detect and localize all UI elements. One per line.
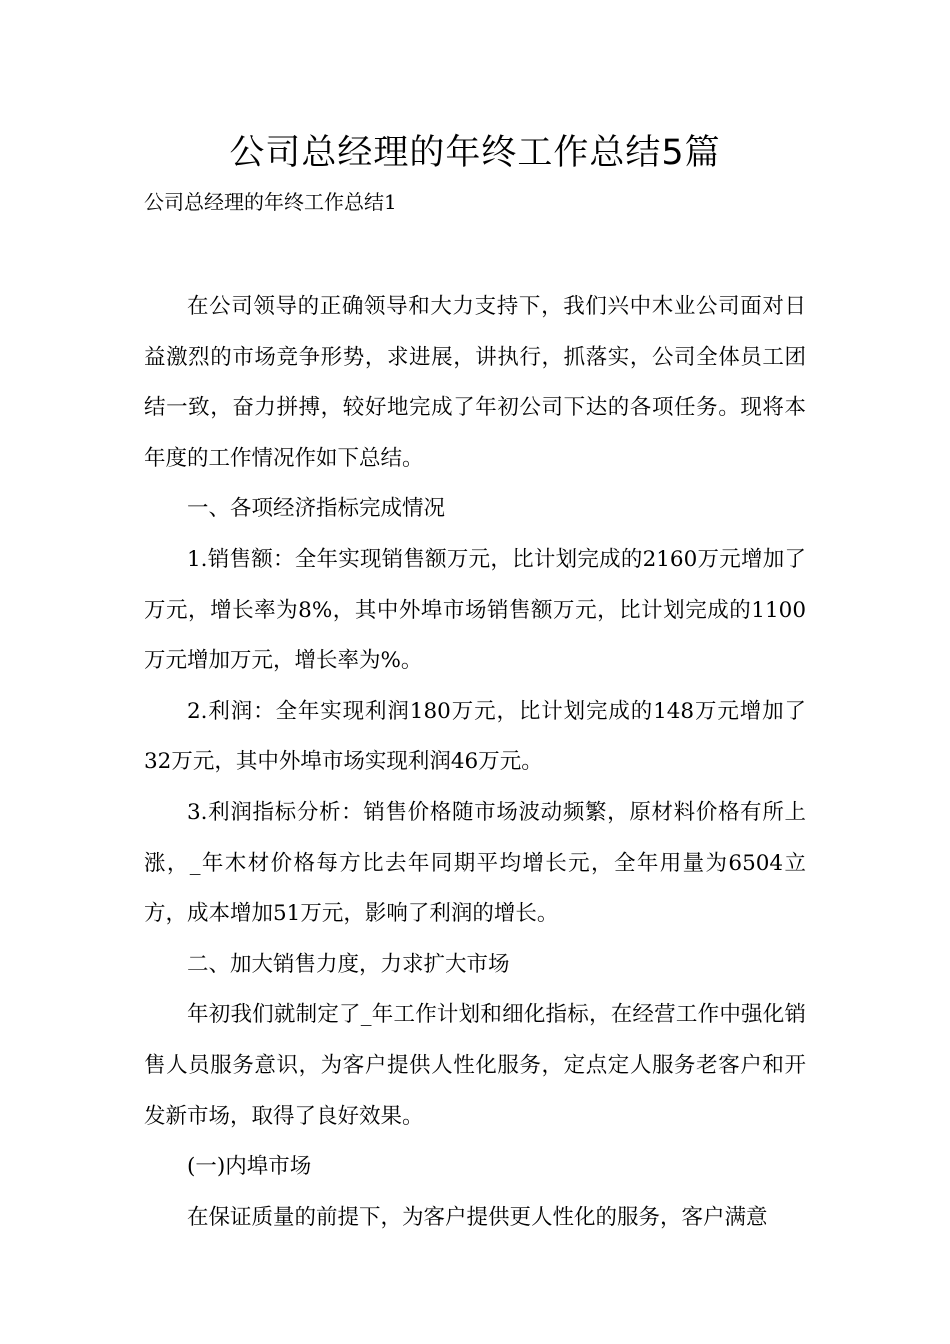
paragraph-domestic-market: 在保证质量的前提下，为客户提供更人性化的服务，客户满意 <box>187 1204 768 1230</box>
section-heading-2: 二、加大销售力度，力求扩大市场 <box>187 951 510 977</box>
paragraph-sales-plan: 年初我们就制定了_年工作计划和细化指标，在经营工作中强化销售人员服务意识，为客户提供人性化服务，定点定人服务老客户和开发新市场，取得了良好效果。 <box>144 1002 806 1129</box>
paragraph-sales: 1.销售额：全年实现销售额万元，比计划完成的2160万元增加了万元，增长率为8%，其中外埠市场销售额万元，比计划完成的1100万元增加万元，增长率为%。 <box>144 546 806 674</box>
document-subtitle: 公司总经理的年终工作总结1 <box>144 190 397 214</box>
paragraph-profit-analysis: 3.利润指标分析：销售价格随市场波动频繁，原材料价格有所上涨，_年木材价格每方比去年同期平均增长元，全年用量为6504立方，成本增加51万元，影响了利润的增长。 <box>144 799 806 927</box>
subsection-heading-domestic: (一)内埠市场 <box>187 1154 312 1180</box>
paragraph-intro: 在公司领导的正确领导和大力支持下，我们兴中木业公司面对日益激烈的市场竞争形势，求进展，讲执行，抓落实，公司全体员工团结一致，奋力拼搏，较好地完成了年初公司下达的各项任务。现将本年度的工作情况作如下总结。 <box>144 294 806 471</box>
section-heading-1: 一、各项经济指标完成情况 <box>187 496 446 522</box>
document-body <box>144 282 806 1243</box>
document-title: 公司总经理的年终工作总结5篇 <box>229 133 721 173</box>
paragraph-profit: 2.利润：全年实现利润180万元，比计划完成的148万元增加了32万元，其中外埠市场实现利润46万元。 <box>144 698 806 775</box>
